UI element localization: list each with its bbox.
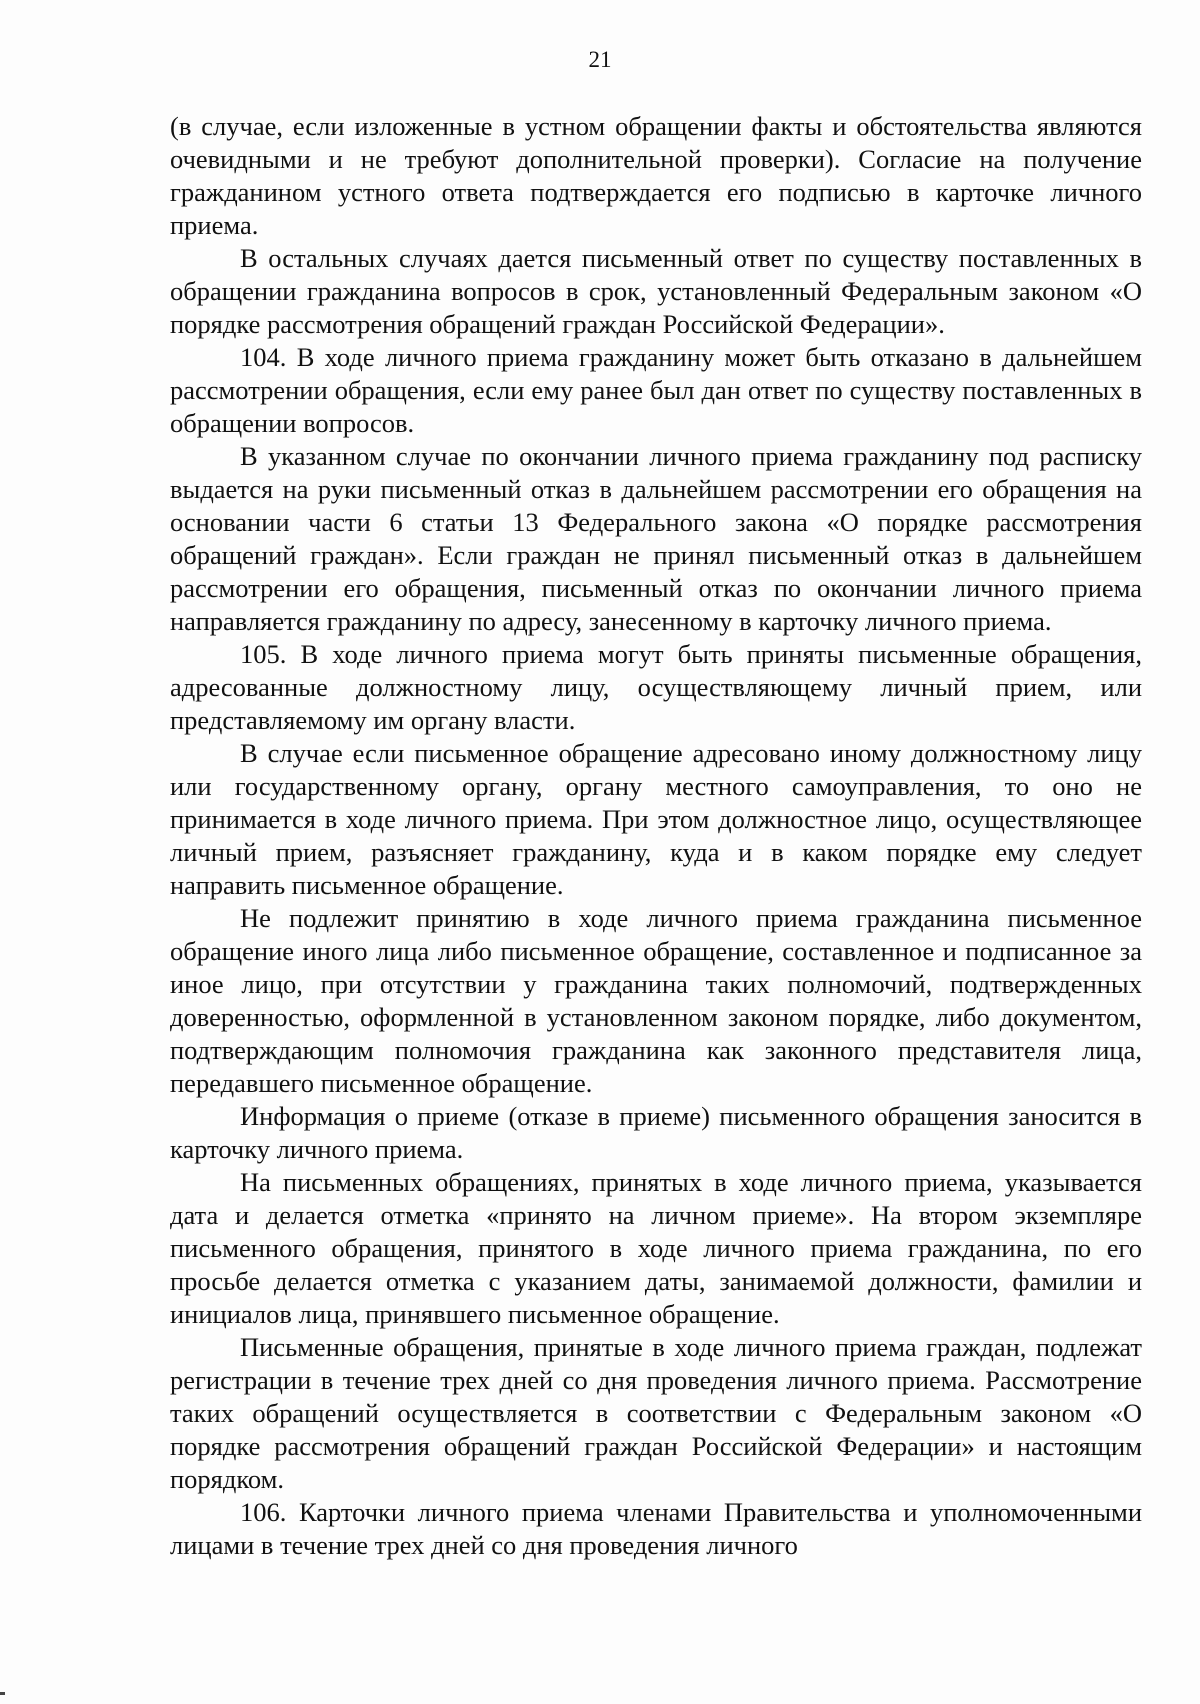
paragraph-text: Письменные обращения, принятые в ходе личного приема граждан, подлежат регистрации в течение трех дней со дня проведения личного приема. Рассмотрение таких обращений осуществляется в соответствии с Федеральным законом «О порядке рассмотрения обращений граждан Российской Федерации» и настоящим порядком. xyxy=(170,1332,1142,1494)
paragraph-text: В ходе личного приема гражданину может быть отказано в дальнейшем рассмотрении обращения, если ему ранее был дан ответ по существу поставленных в обращении вопросов. xyxy=(170,342,1143,438)
paragraph-text: В указанном случае по окончании личного приема гражданину под расписку выдается на руки письменный отказ в дальнейшем рассмотрении его обращения на основании части 6 статьи 13 Федерального закона «О порядке рассмотрения обращений граждан». Если граждан не принял письменный отказ в дальнейшем рассмотрении его обращения, письменный отказ по окончании личного приема направляется гражданину по адресу, занесенному в карточку личного приема. xyxy=(170,441,1142,636)
paragraph-continuation xyxy=(170,110,1142,242)
paragraph xyxy=(170,1100,1142,1166)
clause-104 xyxy=(170,341,1142,440)
paragraph-text: В ходе личного приема могут быть приняты письменные обращения, адресованные должностному лицу, осуществляющему личный прием, или представляемому им органу власти. xyxy=(170,639,1142,735)
page-number: 21 xyxy=(588,47,612,72)
clause-105 xyxy=(170,638,1142,737)
clause-106 xyxy=(170,1496,1142,1562)
paragraph-text: Не подлежит принятию в ходе личного приема гражданина письменное обращение иного лица либо письменное обращение, составленное и подписанное за иное лицо, при отсутствии у гражданина таких полномочий, подтвержденных доверенностью, оформленной в установленном законом порядке, либо документом, подтверждающим полномочия гражданина как законного представителя лица, передавшего письменное обращение. xyxy=(170,903,1142,1098)
paragraph-text: В случае если письменное обращение адресовано иному должностному лицу или государственному органу, органу местного самоуправления, то оно не принимается в ходе личного приема. При этом должностное лицо, осуществляющее личный прием, разъясняет гражданину, куда и в каком порядке ему следует направить письменное обращение. xyxy=(170,738,1142,900)
paragraph xyxy=(170,440,1142,638)
paragraph-text: (в случае, если изложенные в устном обращении факты и обстоятельства являются очевидными и не требуют дополнительной проверки). Согласие на получение гражданином устного ответа подтверждается его подписью в карточке личного приема. xyxy=(170,111,1142,240)
paragraph-text: На письменных обращениях, принятых в ходе личного приема, указывается дата и делается отметка «принято на личном приеме». На втором экземпляре письменного обращения, принятого в ходе личного приема гражданина, по его просьбе делается отметка с указанием даты, занимаемой должности, фамилии и инициалов лица, принявшего письменное обращение. xyxy=(170,1167,1142,1329)
scan-edge-mark xyxy=(0,1692,5,1695)
paragraph xyxy=(170,242,1142,341)
clause-number: 104. xyxy=(240,342,287,372)
document-text xyxy=(170,110,1142,1562)
paragraph xyxy=(170,1331,1142,1496)
paragraph-text: В остальных случаях дается письменный ответ по существу поставленных в обращении гражданина вопросов в срок, установленный Федеральным законом «О порядке рассмотрения обращений граждан Российской Федерации». xyxy=(170,243,1142,339)
paragraph-text: Карточки личного приема членами Правительства и уполномоченными лицами в течение трех дней со дня проведения личного xyxy=(170,1497,1142,1560)
paragraph-text: Информация о приеме (отказе в приеме) письменного обращения заносится в карточку личного приема. xyxy=(170,1101,1142,1164)
clause-number: 106. xyxy=(240,1497,287,1527)
paragraph xyxy=(170,902,1142,1100)
paragraph xyxy=(170,1166,1142,1331)
clause-number: 105. xyxy=(240,639,287,669)
paragraph xyxy=(170,737,1142,902)
